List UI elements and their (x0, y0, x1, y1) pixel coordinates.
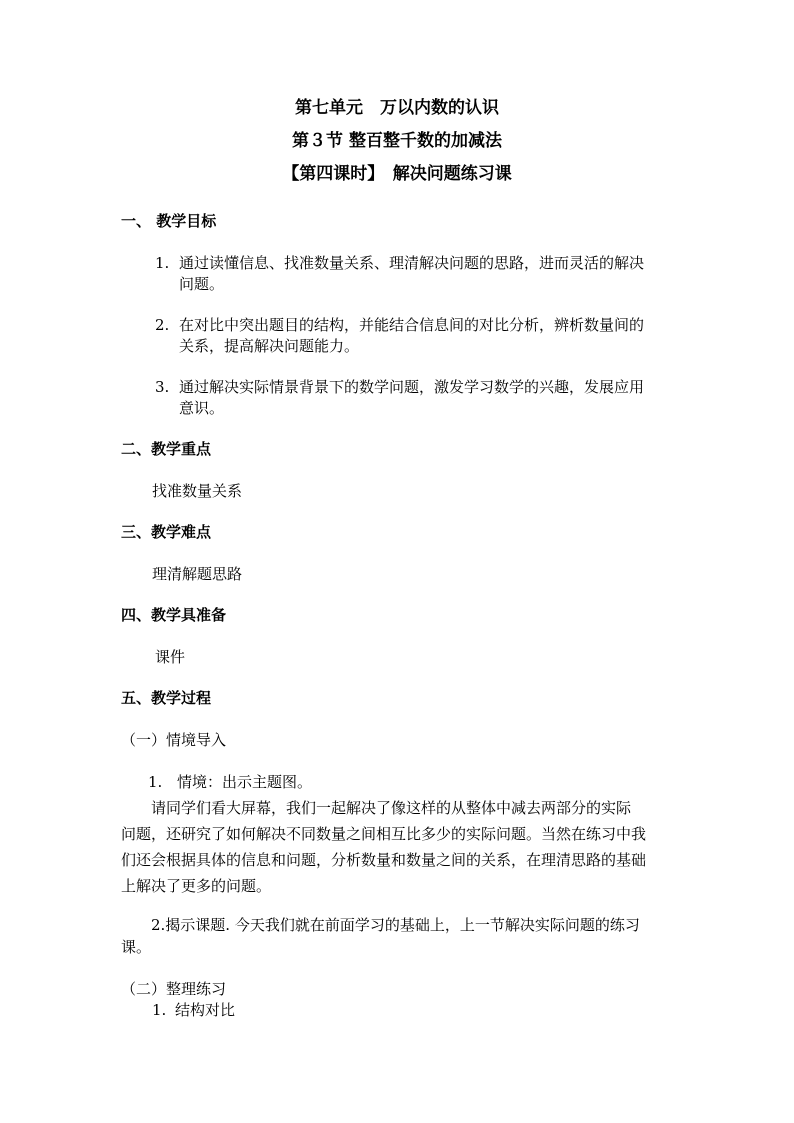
part1-step2-line2: 课。 (121, 938, 152, 956)
goal-2-number: 2. (155, 316, 170, 334)
goal-1-line1: 通过读懂信息、找准数量关系、理清解决问题的思路，进而灵活的解决 (179, 254, 645, 272)
part1-step2-line1: 2.揭示课题. 今天我们就在前面学习的基础上，上一节解决实际问题的练习 (151, 916, 640, 934)
process-heading: 五、教学过程 (121, 689, 212, 707)
part1-paragraph-line2: 问题，还研究了如何解决不同数量之间相互比多少的实际问题。当然在练习中我 (121, 825, 647, 843)
goal-3-number: 3. (155, 378, 170, 396)
preparation-heading: 四、教学具准备 (121, 606, 227, 624)
key-point-text: 找准数量关系 (152, 482, 243, 500)
difficulty-heading: 三、教学难点 (121, 523, 212, 541)
part1-paragraph-line3: 们还会根据具体的信息和问题，分析数量和数量之间的关系，在理清思路的基础 (121, 851, 647, 869)
part1-step1-text: 情境：出示主题图。 (177, 773, 313, 791)
part2-heading: （二）整理练习 (121, 980, 227, 998)
goal-1-number: 1. (155, 254, 170, 272)
part1-paragraph-line1: 请同学们看大屏幕，我们一起解决了像这样的从整体中减去两部分的实际 (151, 799, 632, 817)
section-title: 第３节 整百整千数的加减法 (292, 131, 502, 151)
goals-heading: 一、 教学目标 (121, 212, 217, 230)
goal-1-line2: 问题。 (179, 275, 225, 293)
goal-3-line1: 通过解决实际情景背景下的数学问题，激发学习数学的兴趣，发展应用 (179, 378, 645, 396)
goal-3-line2: 意识。 (179, 399, 225, 417)
part1-heading: （一）情境导入 (121, 731, 227, 749)
goal-2-line2: 关系，提高解决问题能力。 (179, 337, 360, 355)
goal-2-line1: 在对比中突出题目的结构，并能结合信息间的对比分析，辨析数量间的 (179, 316, 645, 334)
lesson-title: 【第四课时】 解决问题练习课 (282, 164, 512, 184)
part2-step1-text: 结构对比 (175, 1001, 236, 1019)
part2-step1-number: 1. (152, 1001, 167, 1019)
part1-step1-number: 1. (148, 773, 163, 791)
key-point-heading: 二、教学重点 (121, 440, 212, 458)
unit-title: 第七单元 万以内数的认识 (295, 98, 499, 118)
part1-paragraph-line4: 上解决了更多的问题。 (121, 877, 272, 895)
difficulty-text: 理清解题思路 (152, 565, 243, 583)
preparation-text: 课件 (155, 648, 186, 666)
